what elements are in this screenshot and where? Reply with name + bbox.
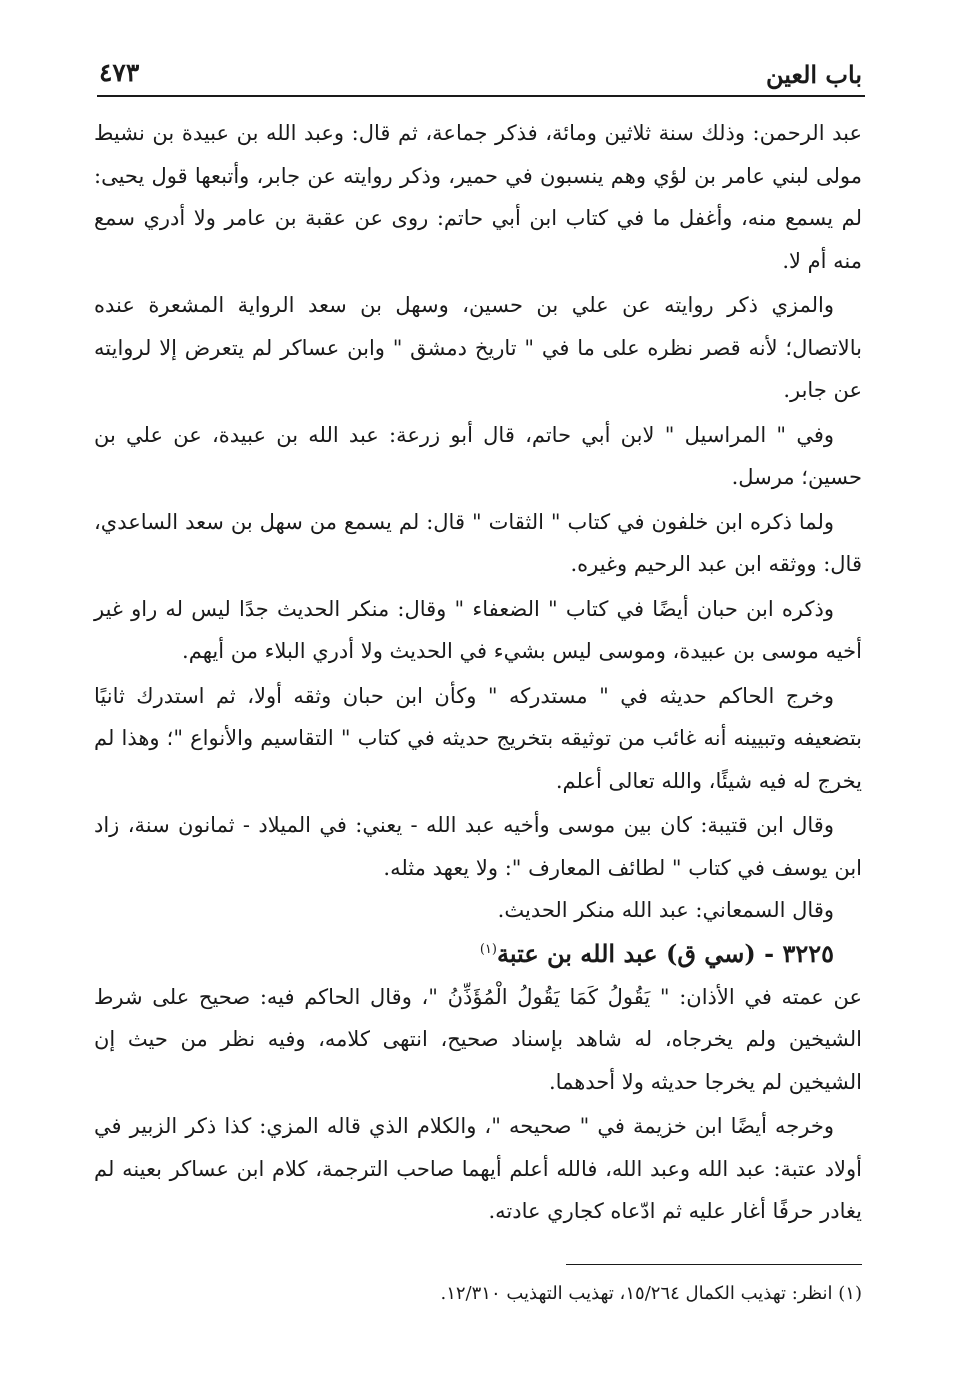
footnote-marker: (١): [479, 941, 497, 957]
paragraph-9: عن عمته في الأذان: " يَقُولُ كَمَا يَقُولُ الْمُؤَذِّنُ "، وقال الحاكم فيه: صحيح على شرط الشيخين ولم يخرجاه، له شاهد بإسناد صحيح، انتهى كلامه، وفيه نظر من حيث إن الشيخين لم يخرجا حديثه ولا أحدهما.: [94, 984, 862, 1094]
paragraph-8: وقال السمعاني: عبد الله منكر الحديث.: [497, 898, 834, 922]
footnote: (١) انظر: تهذيب الكمال ١٥/٢٦٤، تهذيب التهذيب ١٢/٣١٠.: [440, 1283, 862, 1304]
footnote-rule: [566, 1264, 862, 1265]
header-rule: [97, 95, 865, 97]
body-text: [94, 112, 862, 1233]
page-number: ٤٧٣: [99, 58, 140, 87]
paragraph-7: وقال ابن قتيبة: كان بين موسى وأخيه عبد الله - يعني: في الميلاد - ثمانون سنة، زاد ابن يوسف في كتاب " لطائف المعارف ": ولا يعهد مثله.: [94, 813, 862, 880]
paragraph-6: وخرج الحاكم حديثه في " مستدركه " وكأن ابن حبان وثقه أولا، ثم استدرك ثانيًا بتضعيفه وتبيينه أنه غائب من توثيقه بتخريج حديثه في كتاب " التقاسيم والأنواع "؛ وهذا لم يخرج له فيه شيئًا، والله تعالى أعلم.: [94, 683, 862, 793]
entry-heading-text: ٣٢٢٥ - (سي ق) عبد الله بن عتبة: [496, 938, 834, 968]
paragraph-4: ولما ذكره ابن خلفون في كتاب " الثقات " قال: لم يسمع من سهل بن سعد الساعدي، قال: ووثقه ابن عبد الرحيم وغيره.: [94, 509, 862, 576]
paragraph-3: وفي " المراسيل " لابن أبي حاتم، قال أبو زرعة: عبد الله بن عبيدة، عن علي بن حسين؛ مرسل.: [94, 422, 862, 489]
paragraph-2: والمزي ذكر روايته عن علي بن حسين، وسهل بن سعد الرواية المشعرة عنده بالاتصال؛ لأنه قصر نظره على ما في " تاريخ دمشق " وابن عساكر لم يتعرض إلا لروايته عن جابر.: [94, 293, 862, 402]
paragraph-1: عبد الرحمن: وذلك سنة ثلاثين ومائة، فذكر جماعة، ثم قال: وعبد الله بن عبيدة بن نشيط مولى لبني عامر بن لؤي وهم ينسبون في حمير، وذكر روايته عن جابر، وأتبعها قول يحيى: لم يسمع منه، وأغفل ما في كتاب ابن أبي حاتم: روى عن عقبة بن عامر ولا أدري سمع منه أم لا.: [94, 121, 862, 273]
entry-heading: [94, 932, 862, 976]
paragraph-10: وخرجه أيضًا ابن خزيمة في " صحيحه "، والكلام الذي قاله المزي: كذا ذكر الزبير في أولاد عتبة: عبد الله وعبد الله، فالله أعلم أيهما صاحب الترجمة، كلام ابن عساكر بعينه لم يغادر حرفًا أغار عليه ثم ادّعاه كجاري عادته.: [94, 1114, 862, 1223]
paragraph-5: وذكره ابن حبان أيضًا في كتاب " الضعفاء " وقال: منكر الحديث جدًا ليس له راو غير أخيه موسى بن عبيدة، وموسى ليس بشيء في الحديث ولا أدري البلاء من أيهم.: [94, 596, 862, 663]
running-title: باب العين: [765, 60, 862, 89]
